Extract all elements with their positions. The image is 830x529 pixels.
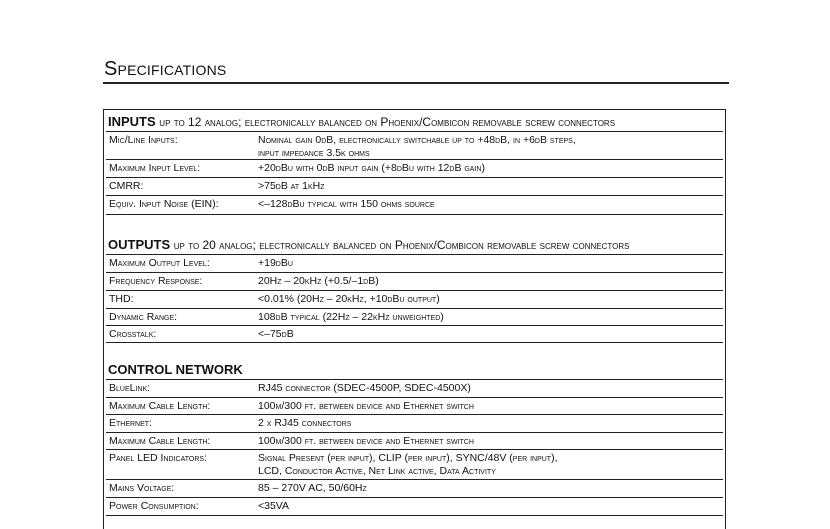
specifications-table	[103, 109, 726, 529]
section-title: OUTPUTS	[108, 237, 171, 252]
section-title: INPUTS	[108, 114, 156, 129]
spec-value: Signal Present (per input), CLIP (per input), SYNC/48V (per input), LCD, Conductor Active, Net Link active, Data Activity	[258, 452, 558, 477]
spec-row-crosstalk	[106, 326, 723, 343]
spec-row-max-output-level	[106, 255, 723, 273]
section-title: CONTROL NETWORK	[108, 362, 243, 377]
spec-row-bluelink	[106, 380, 723, 398]
spec-label: Maximum Input Level:	[109, 162, 201, 174]
spec-label: THD:	[109, 293, 134, 305]
spec-label: Maximum Cable Length:	[109, 435, 211, 447]
spec-value: >75dB at 1kHz	[258, 180, 325, 192]
inputs-heading	[108, 114, 615, 130]
spec-label: Panel LED Indicators:	[109, 452, 207, 464]
spec-row-ethernet	[106, 415, 723, 433]
title-underline	[103, 82, 729, 84]
spec-row-thd	[106, 291, 723, 309]
spec-row-max-input-level	[106, 160, 723, 178]
spec-value: 20Hz – 20kHz (+0.5/–1dB)	[258, 275, 379, 287]
section-description: up to 12 analog; electronically balanced on Phoenix/Combicon removable screw connectors	[159, 115, 616, 129]
spec-label: Maximum Output Level:	[109, 257, 210, 269]
spec-value: 108dB typical (22Hz – 22kHz unweighted)	[258, 311, 444, 323]
spec-value: 100m/300 ft. between device and Ethernet switch	[258, 400, 474, 412]
spec-label: Maximum Cable Length:	[109, 400, 211, 412]
spec-value: Nominal gain 0dB, electronically switchable up to +48dB, in +6dB steps, input impedance 3.5k ohms	[258, 134, 576, 159]
spec-value: <35VA	[258, 500, 290, 512]
spec-label: Power Consumption:	[109, 500, 199, 512]
spec-label: Ethernet:	[109, 417, 152, 429]
spec-value: 85 – 270V AC, 50/60Hz	[258, 482, 367, 494]
spec-row-frequency-response	[106, 273, 723, 291]
spec-row-panel-led-indicators	[106, 450, 723, 480]
page-title: Specifications	[104, 58, 227, 80]
outputs-heading	[108, 237, 629, 253]
spec-label: Crosstalk:	[109, 328, 157, 340]
spec-label: Dynamic Range:	[109, 311, 178, 323]
section-description: up to 20 analog; electronically balanced on Phoenix/Combicon removable screw connectors	[173, 238, 630, 252]
spec-label: CMRR:	[109, 180, 144, 192]
spec-label: Mains Voltage:	[109, 482, 175, 494]
spec-value: <–75dB	[258, 328, 294, 340]
spec-value: RJ45 connector (SDEC-4500P, SDEC-4500X)	[258, 382, 471, 394]
spec-value: <–128dBu typical with 150 ohms source	[258, 198, 435, 210]
control-network-heading	[108, 362, 243, 378]
spec-value: <0.01% (20Hz – 20kHz, +10dBu output)	[258, 293, 440, 305]
spec-row-ein	[106, 196, 723, 215]
spec-label: BlueLink:	[109, 382, 151, 394]
spec-label: Frequency Response:	[109, 275, 203, 287]
spec-value: 100m/300 ft. between device and Ethernet switch	[258, 435, 474, 447]
spec-row-cmrr	[106, 178, 723, 196]
spec-row-max-cable-length	[106, 433, 723, 450]
spec-value: +19dBu	[258, 257, 293, 269]
spec-value: +20dBu with 0dB input gain (+8dBu with 12dB gain)	[258, 162, 485, 174]
spec-row-dynamic-range	[106, 309, 723, 326]
spec-row-mains-voltage	[106, 480, 723, 498]
spec-label: Equiv. Input Noise (EIN):	[109, 198, 219, 210]
spec-row-mic-line-inputs	[106, 132, 723, 160]
spec-row-power-consumption	[106, 498, 723, 516]
spec-row-max-cable-length	[106, 398, 723, 415]
spec-label: Mic/Line Inputs:	[109, 134, 178, 146]
spec-value: 2 x RJ45 connectors	[258, 417, 352, 429]
